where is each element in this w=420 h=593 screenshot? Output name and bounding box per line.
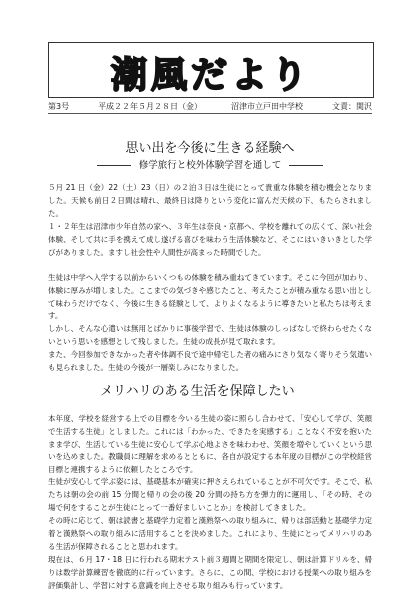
article1-paragraph: また、今回参加できなかった者や体調不良で途中帰宅した者の痛みにさり気なく寄りそう気遣いも見られました。生徒の今後が一層楽しみになりました。 <box>48 350 372 372</box>
article2-title: メリハリのある生活を保障したい <box>100 384 295 399</box>
article2-paragraph: 本年度、学校を経営する上での目標を今いる生徒の姿に照らし合わせて、「安心して学び、笑顔で生活する生徒」としました。これには「わかった、できたを実感する」ことなく不安を抱いたまま学び、生活している生徒に安心して学ぶ心地よさを味わわせ、笑顔を増やしていくという思いを込めました。教職員に理解を求めるとともに、各自が設定する本年度の目標がこの学校経営目標と連携するように依頼したところです。 <box>48 414 372 475</box>
article2-paragraph: その時に応じて、朝は読書と基礎学力定着と漢熟祭への取り組みに、帰りは部活動と基礎学力定着と漢熟祭への取り組みに活用することを決めました。これにより、生徒にとってメリハリのある生活が保障されることと思われます。 <box>48 516 372 551</box>
issue-date: 平成２２年５月２８日（金） <box>98 102 203 111</box>
divider <box>48 113 372 114</box>
subtitle-dash-left <box>97 165 131 166</box>
masthead <box>48 42 374 98</box>
school-name: 沼津市立戸田中学校 <box>231 102 304 111</box>
issue-line <box>48 101 372 112</box>
article1-paragraph: １・２年生は沼津市少年自然の家へ、３年生は奈良・京都へ、学校を離れての広くて、深い社会体験、そして共に手を携えて成し遂げる喜びを味わう生活体験など、そこにはいきいきとした学びがありました。ますし社会性や人間性が高まった時間でした。 <box>48 222 372 257</box>
subtitle-dash-right <box>289 165 323 166</box>
article2-paragraph: 生徒が安心して学ぶ姿には、基礎基本が確実に押さえられていることが不可欠です。そこで、私たちは朝の会の前 15 分間と帰りの会の後 20 分間の持ち方を弾力的に運用し、「その時、その場で何をすることが生徒にとって一番好ましいことか」を検討してきました。 <box>48 477 372 512</box>
masthead-title: 潮風だより <box>110 54 311 96</box>
article1-subtitle-row <box>0 157 420 171</box>
issue-number: 第3号 <box>48 102 70 111</box>
article1-paragraph: 生徒は中学へ入学する以前からいくつもの体験を積み重ねてきています。そこに今回が加わり、体験に厚みが増しました。ここまでの気づきや感じたこと、考えたことが積み重なる思い出として味わうだけでなく、今後に生きる経験として、よりよくなるように導きたいと私たちは考えます。 <box>48 273 372 321</box>
article1-subtitle: 修学旅行と校外体験学習を通して <box>138 160 282 171</box>
article1-paragraph: しかし、そんな心遣いは無用とばかりに事後学習で、生徒は体験のしっぱなしで終わらせたくないという思いを感想として残しました。生徒の成長が見て取れます。 <box>48 324 372 346</box>
writer: 文責：関沢 <box>332 102 372 111</box>
article1-paragraph: ５月 21 日（金）22（土）23（日）の２泊３日は生徒にとって貴重な体験を積む機会となりました。天候も前日２日間は晴れ、最終日は降りという変化に富んだ天候の下、もたらされました。 <box>48 183 372 218</box>
article2-paragraph: 現在は、６月 17・18 日に行われる期末テスト前３週間と期間を限定し、朝は計算ドリルを、帰りは数学計算練習を徹底的に行っています。さらに、この間、学校における授業への取り組みを評価集計し、学習に対する意識を向上させる取り組みも行っています。 <box>48 555 372 590</box>
article1-title: 思い出を今後に生きる経験へ <box>125 141 295 156</box>
